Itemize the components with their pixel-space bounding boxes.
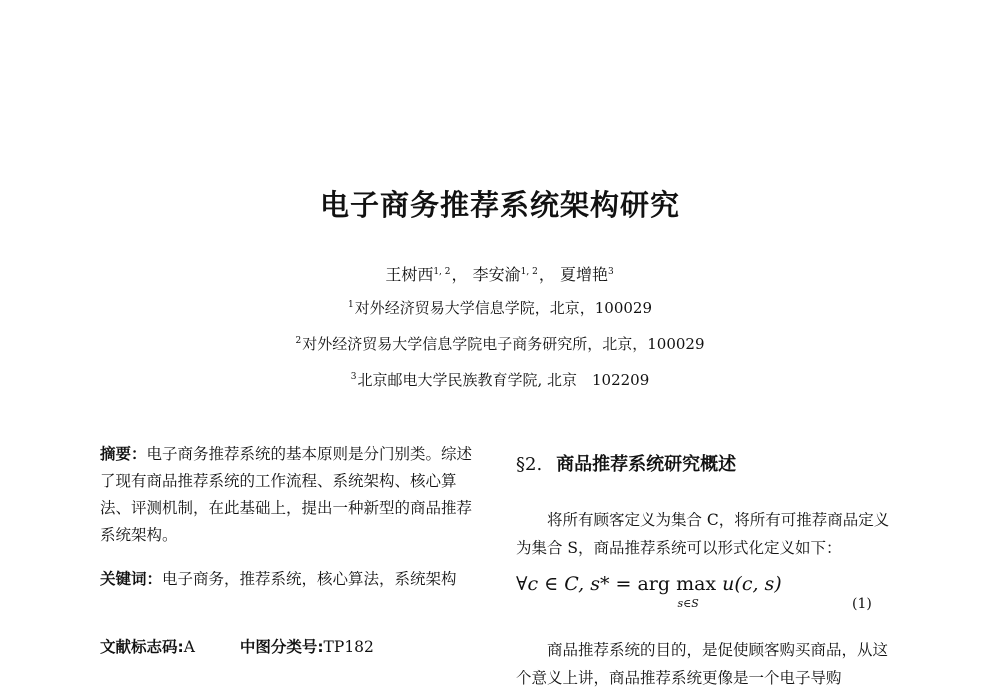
author-affiliation-mark: 1, 2: [520, 267, 538, 277]
body-paragraph: 将所有顾客定义为集合 C，将所有可推荐商品定义为集合 S，商品推荐系统可以形式化定义如下：: [516, 511, 890, 557]
author-name: 王树西: [385, 265, 434, 284]
author-affiliation-mark: 1, 2: [433, 267, 451, 277]
equation: [516, 573, 782, 610]
abstract-text: 电子商务推荐系统的基本原则是分门别类。综述了现有商品推荐系统的工作流程、系统架构、核心算法、评测机制，在此基础上，提出一种新型的商品推荐系统架构。: [100, 445, 473, 544]
body-paragraph: 商品推荐系统的目的，是促使顾客购买商品，从这个意义上讲，商品推荐系统更像是一个电子导购: [516, 641, 889, 687]
affiliation: $^1$对外经济贸易大学信息学院，北京，100029: [348, 299, 652, 317]
clc-code-value: TP182: [323, 638, 374, 656]
paper-title: 电子商务推荐系统架构研究: [319, 188, 680, 222]
keywords-label: 关键词：: [100, 570, 163, 588]
doc-code-value: A: [183, 638, 195, 656]
author-name: 夏增艳: [559, 265, 608, 284]
equation-subscript: s∈S: [677, 597, 699, 610]
equation-rhs: u(c, s): [716, 573, 782, 595]
author-name: 李安渝: [472, 265, 521, 284]
equation-number: (1): [852, 596, 872, 612]
equation-lhs: ∀c ∈ C, s* =: [516, 573, 638, 595]
equation-argmax: arg max s∈S: [637, 573, 717, 610]
clc-code-label: 中图分类号:: [239, 638, 324, 656]
affiliation: $^3$北京邮电大学民族教育学院, 北京 102209: [350, 371, 650, 389]
doc-code-label: 文献标志码:: [100, 638, 184, 656]
keywords-text: 电子商务，推荐系统，核心算法，系统架构: [162, 570, 457, 588]
section-title: 商品推荐系统研究概述: [556, 454, 737, 475]
abstract-label: 摘要：: [100, 445, 147, 463]
author-affiliation-mark: 3: [607, 267, 614, 277]
classification-codes: [100, 634, 480, 661]
abstract: [100, 441, 480, 549]
section-heading: [516, 451, 896, 479]
keywords: [100, 566, 480, 593]
author-list: 王树西$^{1, 2}$， 李安渝$^{1, 2}$， 夏增艳$^3$: [385, 265, 614, 284]
affiliation: $^2$对外经济贸易大学信息学院电子商务研究所，北京，100029: [295, 335, 705, 353]
section-number: §2.: [516, 454, 543, 475]
